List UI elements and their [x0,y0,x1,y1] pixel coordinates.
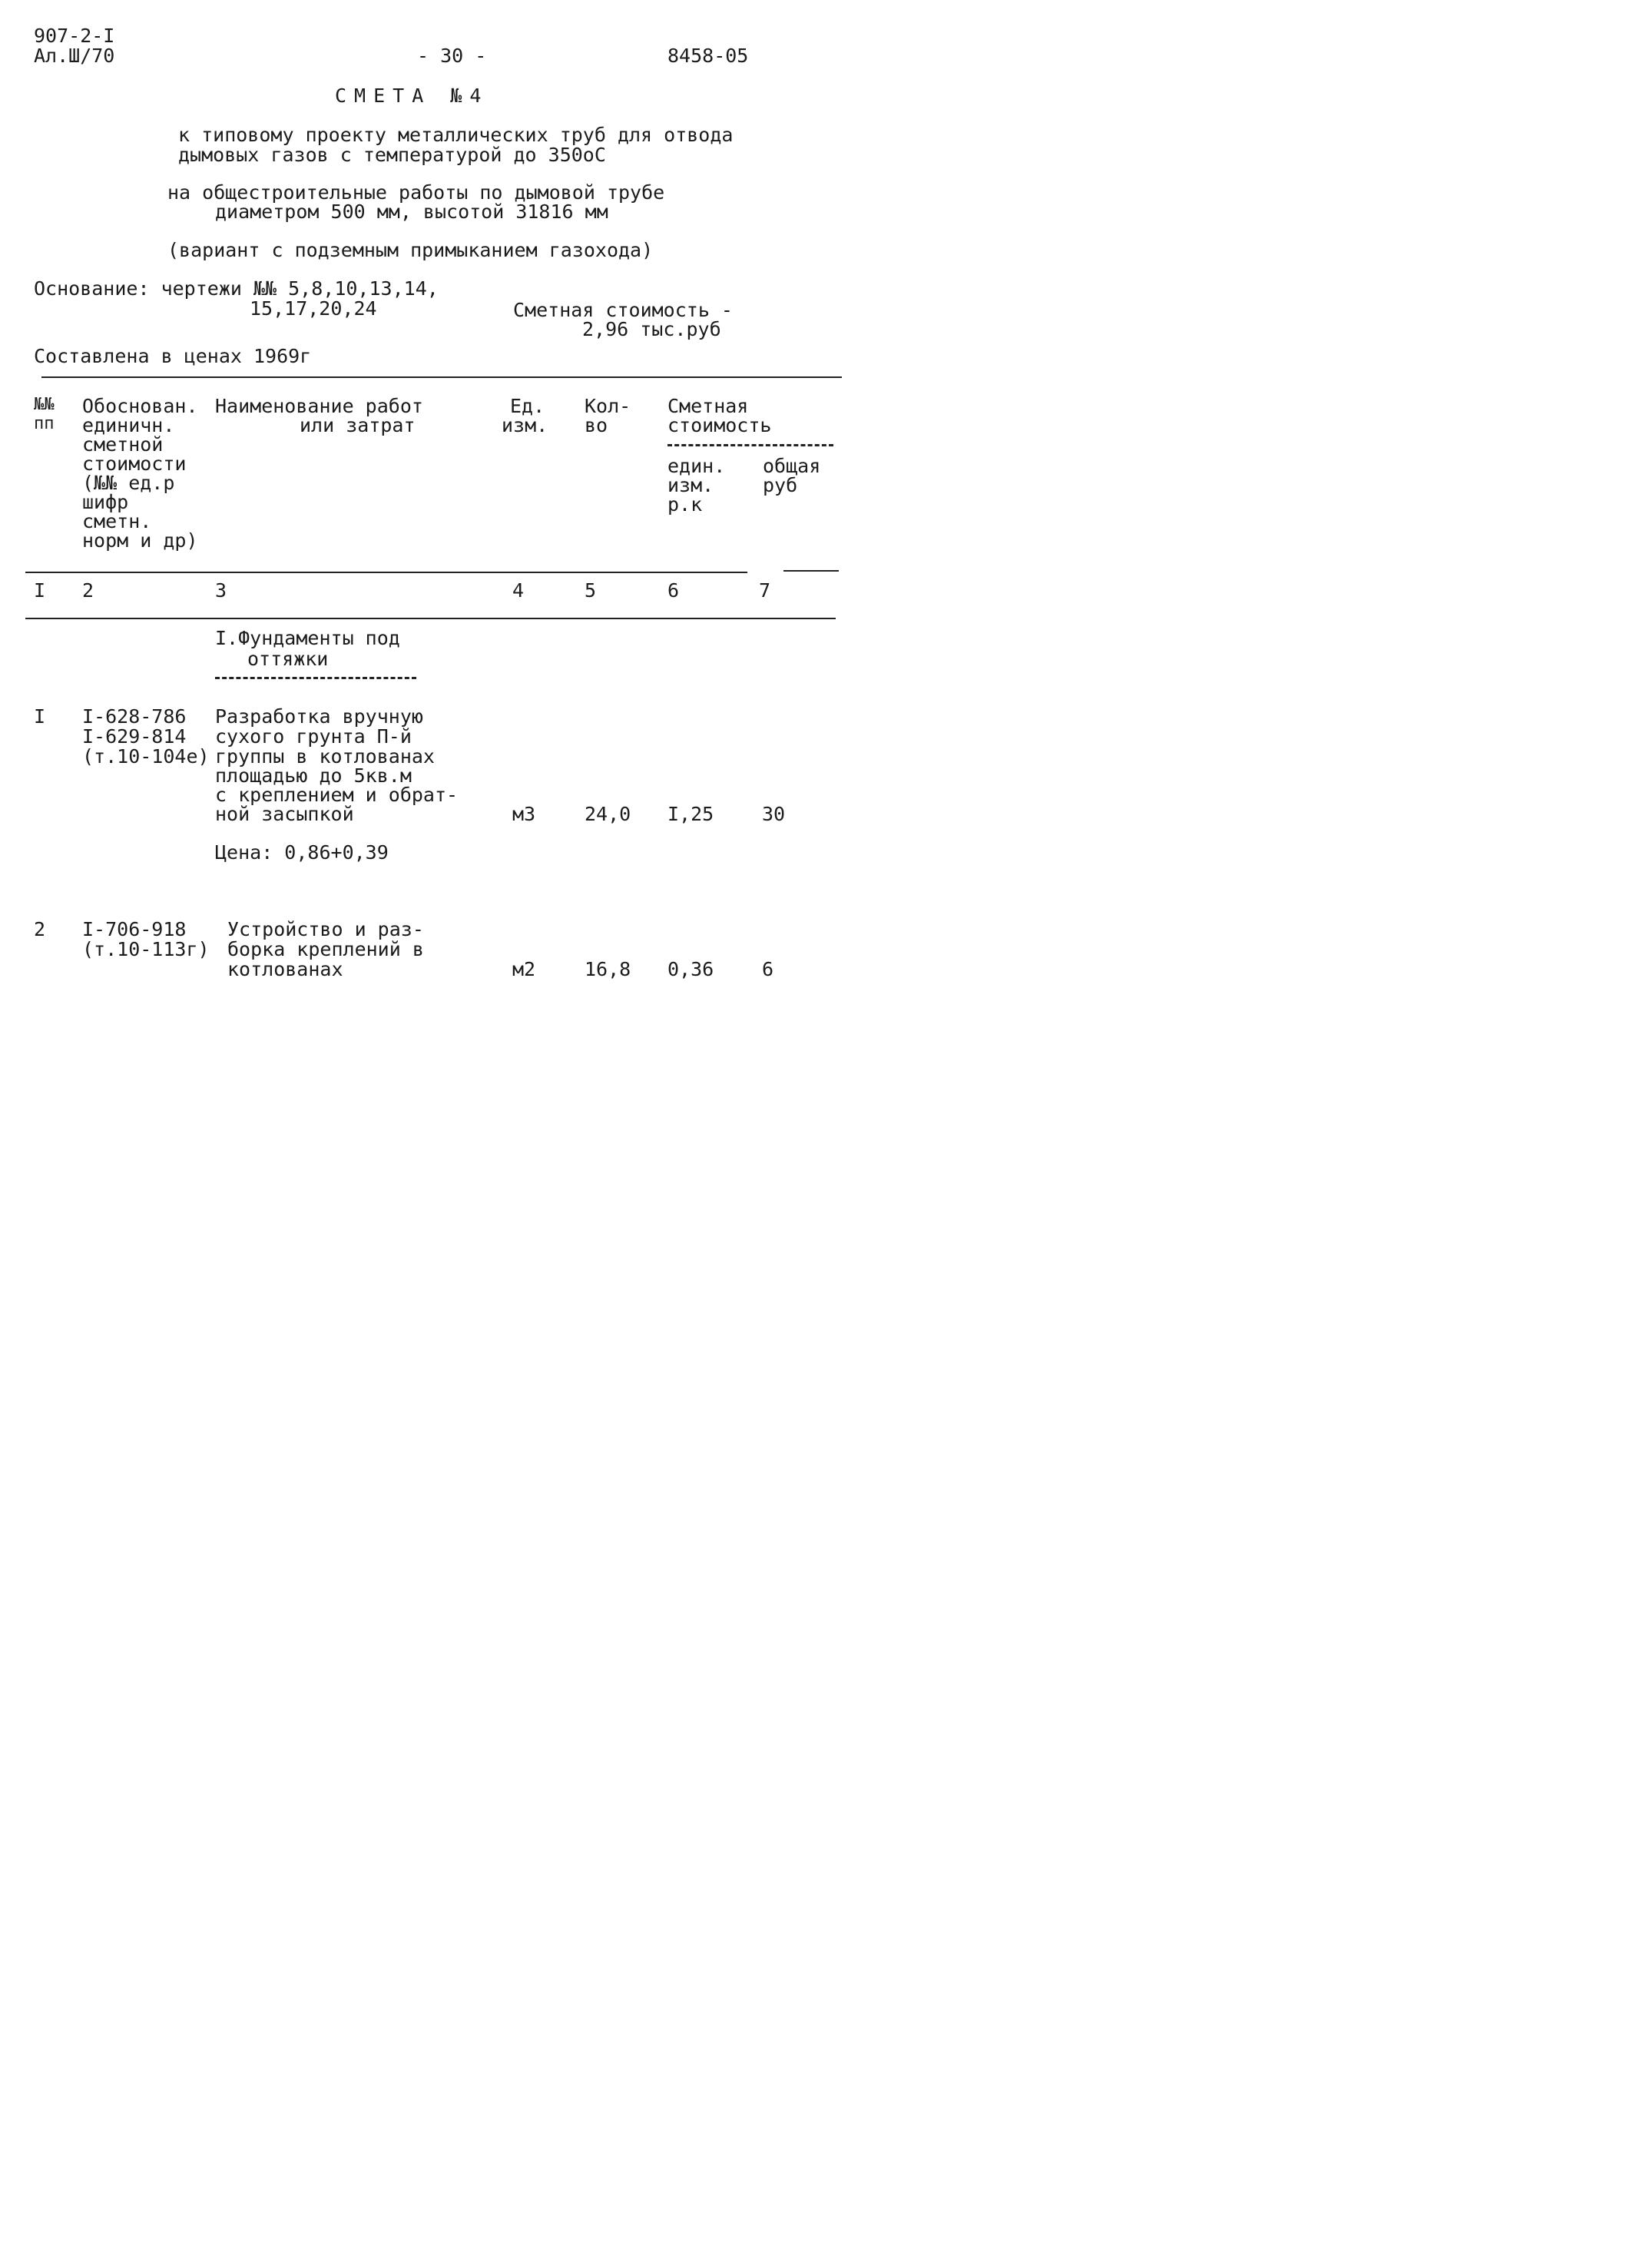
header-col5-line1: Кол- [585,395,631,417]
header-col2-line8: норм и др) [82,529,198,552]
row-name-line1: Разработка вручную [215,705,423,728]
row-name-line3: группы в котлованах [215,745,435,768]
header-col2-line3: сметной [82,433,164,456]
basis-line1: Основание: чертежи №№ 5,8,10,13,14, [34,277,439,300]
header-col2-line6: шифр [82,491,129,513]
row-basis-line2: (т.10-113г) [82,938,210,960]
row-name-line4: площадью до 5кв.м [215,764,412,787]
header-col5-line2: во [585,414,608,436]
subtitle-line4: диаметром 500 мм, высотой 31816 мм [215,201,608,223]
header-col3-line1: Наименование работ [215,395,423,417]
prices-note: Составлена в ценах 1969г [34,345,312,367]
basis-line2: 15,17,20,24 [250,297,377,320]
cost-label: Сметная стоимость - [513,299,733,321]
row-name-line2: борка креплений в [227,938,424,960]
row-quantity: 24,0 [585,803,631,825]
header-col1-line1: №№ [34,395,55,414]
doc-code-line2: Ал.Ш/70 [34,45,115,67]
header-col1-line2: пп [34,414,55,433]
header-col2-line1: Обоснован. [82,395,198,417]
row-unit-cost: 0,36 [667,958,714,980]
section-underline [215,677,416,679]
column-number-7: 7 [759,579,771,602]
column-number-3: 3 [215,579,227,602]
row-quantity: 16,8 [585,958,631,980]
header-col6-line3: р.к [667,493,703,516]
row-basis-line2: I-629-814 [82,725,187,748]
row-basis-line3: (т.10-104е) [82,745,210,768]
header-col2-line7: сметн. [82,510,152,532]
header-col6-group-line2: стоимость [667,414,772,436]
header-col4-line1: Ед. [510,395,545,417]
column-number-5: 5 [585,579,597,602]
header-col3-line2: или затрат [300,414,416,436]
subtitle-line2: дымовых газов с температурой до 350оС [178,144,606,166]
header-col4-line2: изм. [502,414,548,436]
column-number-2: 2 [82,579,94,602]
subtitle-line5: (вариант с подземным примыканием газохода) [167,239,654,261]
row-name-line1: Устройство и раз- [227,918,424,940]
row-number: 2 [34,918,46,940]
row-price-note: Цена: 0,86+0,39 [215,841,389,864]
row-basis-line1: I-706-918 [82,918,187,940]
row-name-line2: сухого грунта П-й [215,725,412,748]
doc-code-line1: 907-2-I [34,25,115,47]
column-numbers-bottom-rule [25,618,836,619]
cost-value: 2,96 тыс.руб [582,318,721,340]
row-number: I [34,705,46,728]
column-number-4: 4 [512,579,525,602]
row-name-line3: котлованах [227,958,343,980]
row-name-line6: ной засыпкой [215,803,354,825]
row-basis-line1: I-628-786 [82,705,187,728]
header-col2-line5: (№№ ед.р [82,472,175,494]
header-col6-line2: изм. [667,474,714,496]
section-title-line2: оттяжки [247,648,329,670]
column-number-1: I [34,579,46,602]
row-unit: м2 [512,958,536,980]
column-numbers-top-rule-left [25,572,747,573]
document-title: СМЕТА №4 [335,85,489,107]
header-col7-line2: руб [763,474,798,496]
header-col6-group-line1: Сметная [667,395,749,417]
column-numbers-top-rule-right [783,570,839,572]
doc-number: 8458-05 [667,45,749,67]
header-col2-line2: единичн. [82,414,175,436]
page-number: - 30 - [417,45,487,67]
table-top-rule [41,376,842,378]
column-number-6: 6 [667,579,680,602]
header-col2-line4: стоимости [82,453,187,475]
row-total: 30 [762,803,786,825]
header-cost-divider [667,444,833,446]
row-unit: м3 [512,803,536,825]
row-total: 6 [762,958,774,980]
subtitle-line1: к типовому проекту металлических труб для отвода [178,124,734,146]
row-unit-cost: I,25 [667,803,714,825]
row-name-line5: с креплением и обрат- [215,784,459,806]
subtitle-line3: на общестроительные работы по дымовой трубе [167,181,665,204]
document-page [0,0,867,1205]
header-col6-line1: един. [667,455,726,477]
section-title-line1: I.Фундаменты под [215,627,400,649]
header-col7-line1: общая [763,455,821,477]
